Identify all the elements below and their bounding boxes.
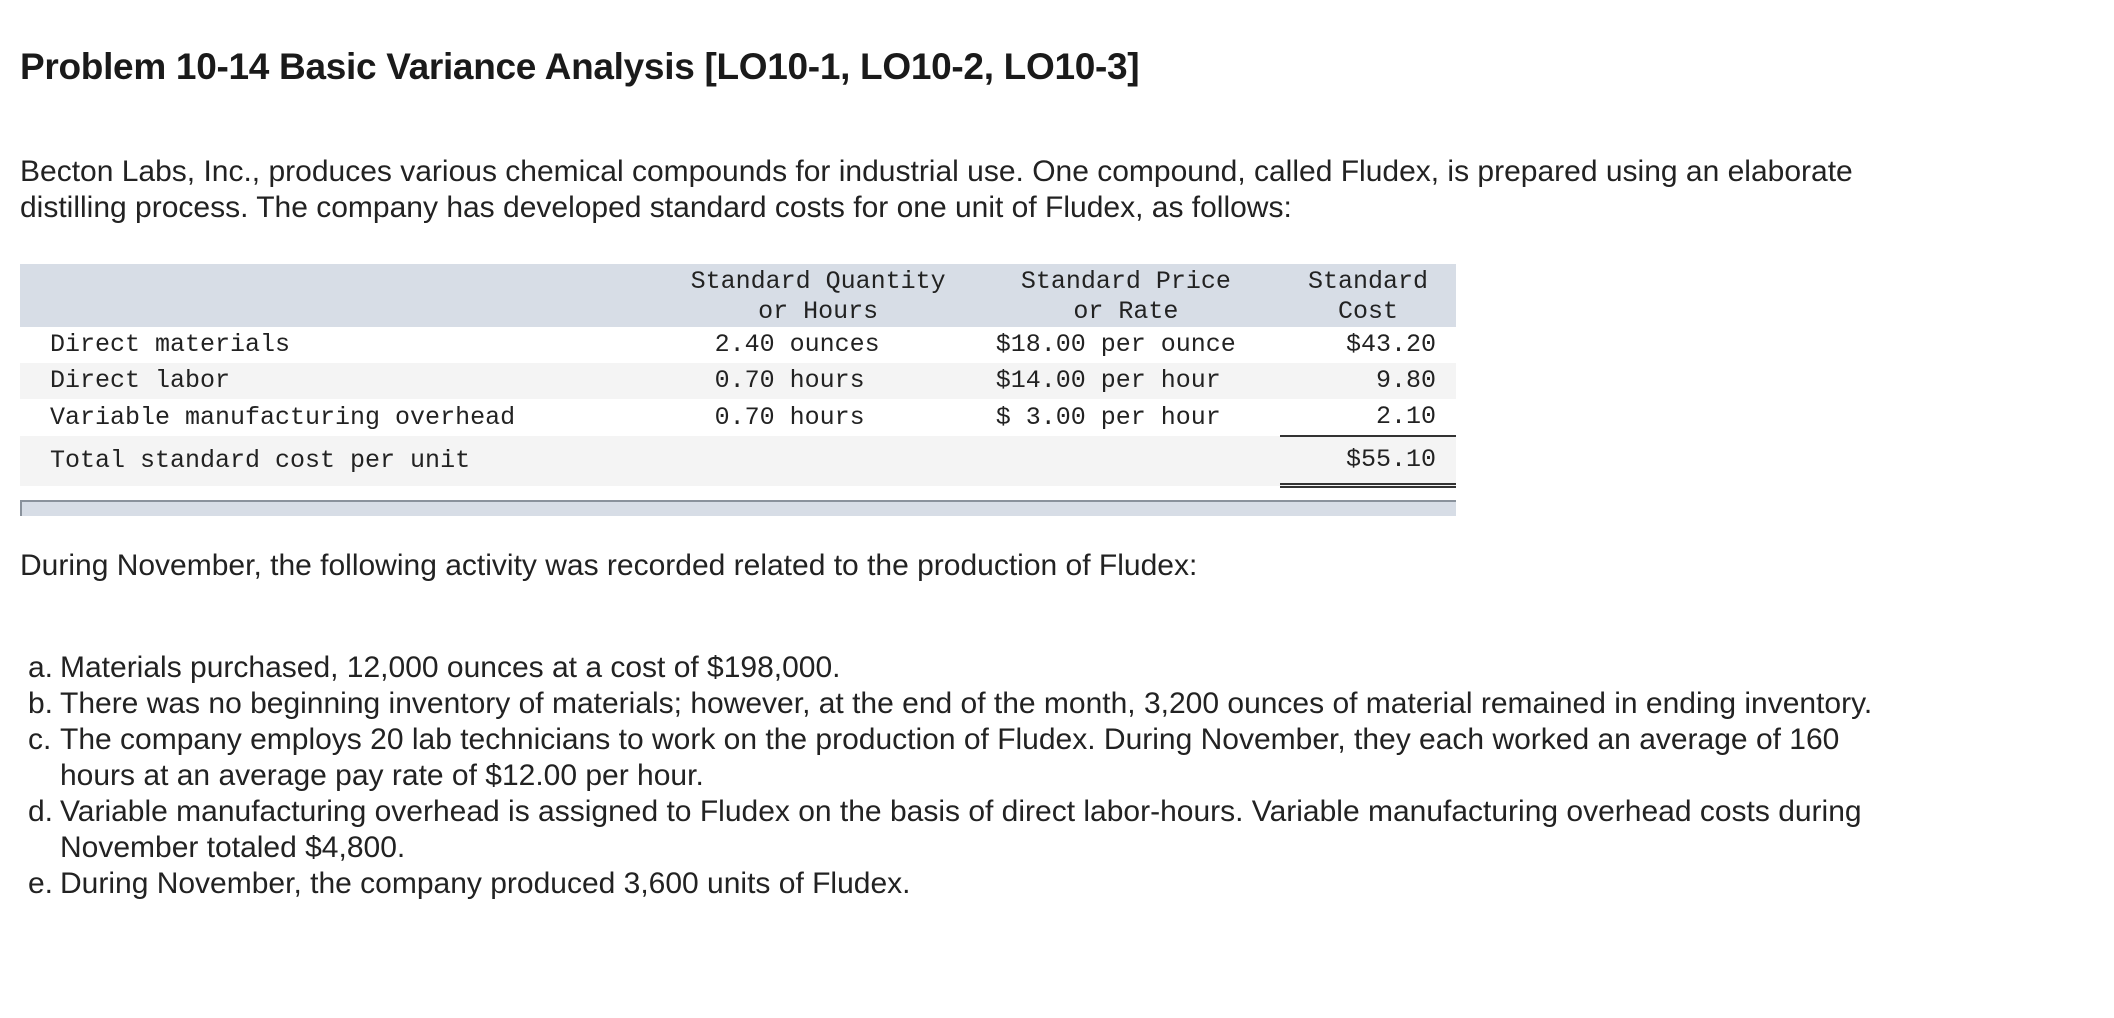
standard-cost-table-container <box>20 264 1456 516</box>
header-blank <box>20 264 665 327</box>
total-quantity-empty <box>665 436 972 486</box>
page-title: Problem 10-14 Basic Variance Analysis [LO10-1, LO10-2, LO10-3] <box>20 46 1140 87</box>
table-footer-bar <box>20 500 1456 516</box>
row-price: $14.00 per hour <box>972 363 1280 399</box>
list-item-text: There was no beginning inventory of materials; however, at the end of the month, 3,200 ounces of material remained in ending inventory. <box>60 687 1873 720</box>
list-marker: d. <box>28 795 54 828</box>
list-item-text: The company employs 20 lab technicians to work on the production of Fludex. During November, they each worked an average of 160 hours at an average pay rate of $12.00 per hour. <box>60 723 1840 792</box>
list-marker: b. <box>28 687 54 720</box>
list-item <box>20 722 1920 794</box>
row-quantity: 2.40 ounces <box>665 327 972 363</box>
header-cost-line1: Standard <box>1307 267 1428 296</box>
header-price-line1: Standard Price <box>1020 267 1231 296</box>
header-quantity-line2: or Hours <box>758 297 879 326</box>
total-cost: $55.10 <box>1280 436 1456 486</box>
list-item-text: Materials purchased, 12,000 ounces at a cost of $198,000. <box>60 651 841 684</box>
row-quantity: 0.70 hours <box>665 399 972 436</box>
row-quantity: 0.70 hours <box>665 363 972 399</box>
row-cost: $43.20 <box>1280 327 1456 363</box>
row-label: Direct materials <box>20 327 665 363</box>
list-item <box>20 650 1920 686</box>
row-cost: 2.10 <box>1280 399 1456 436</box>
row-label: Variable manufacturing overhead <box>20 399 665 436</box>
list-marker: c. <box>28 723 52 756</box>
header-quantity <box>665 264 972 327</box>
header-quantity-line1: Standard Quantity <box>690 267 946 296</box>
standard-cost-table <box>20 264 1456 488</box>
list-marker: a. <box>28 651 54 684</box>
header-cost <box>1280 264 1456 327</box>
list-item <box>20 794 1920 866</box>
intro-paragraph: Becton Labs, Inc., produces various chemical compounds for industrial use. One compound, called Fludex, is prepared using an elaborate distilling process. The company has developed standard costs for one unit of Fludex, as follows: <box>20 155 1853 224</box>
header-price-line2: or Rate <box>1073 297 1179 326</box>
total-price-empty <box>972 436 1280 486</box>
list-item <box>20 686 1920 722</box>
header-price <box>972 264 1280 327</box>
list-item-text: During November, the company produced 3,600 units of Fludex. <box>60 867 911 900</box>
row-cost: 9.80 <box>1280 363 1456 399</box>
row-price: $ 3.00 per hour <box>972 399 1280 436</box>
row-label: Direct labor <box>20 363 665 399</box>
table-row <box>20 363 1456 399</box>
table-header-row <box>20 264 1456 327</box>
activity-list <box>20 650 1920 902</box>
list-item <box>20 866 1920 902</box>
list-item-text: Variable manufacturing overhead is assigned to Fludex on the basis of direct labor-hours. Variable manufacturing overhead costs during November totaled $4,800. <box>60 795 1862 864</box>
table-row <box>20 399 1456 436</box>
row-price: $18.00 per ounce <box>972 327 1280 363</box>
list-marker: e. <box>28 867 54 900</box>
total-label: Total standard cost per unit <box>20 436 665 486</box>
table-total-row <box>20 436 1456 486</box>
table-row <box>20 327 1456 363</box>
activity-intro: During November, the following activity was recorded related to the production of Fludex: <box>20 549 1198 582</box>
header-cost-line2: Cost <box>1337 297 1398 326</box>
